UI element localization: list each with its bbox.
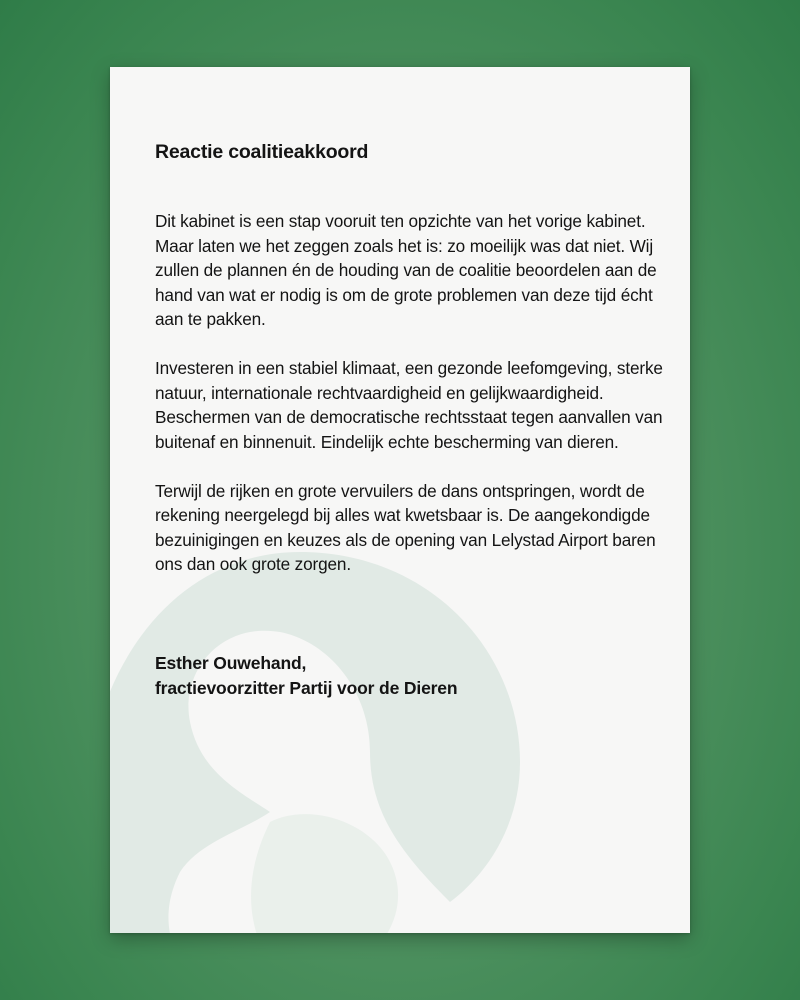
statement-card	[110, 67, 690, 933]
paragraph-1: Dit kabinet is een stap vooruit ten opzichte van het vorige kabinet. Maar laten we het zeggen zoals het is: zo moeilijk was dat niet. Wij zullen de plannen én de houding van de coalitie beoordelen aan de hand van wat er nodig is om de grote problemen van deze tijd écht aan te pakken.	[155, 211, 657, 329]
signature	[155, 651, 665, 701]
document-title: Reactie coalitieakkoord	[155, 141, 369, 163]
statement-content	[155, 139, 665, 701]
paragraph-2: Investeren in een stabiel klimaat, een gezonde leefomgeving, sterke natuur, internationale rechtvaardigheid en gelijkwaardigheid. Beschermen van de democratische rechtsstaat tegen aanvallen van buitenaf en binnenuit. Eindelijk echte bescherming van dieren.	[155, 358, 663, 452]
paragraph-3: Terwijl de rijken en grote vervuilers de dans ontspringen, wordt de rekening neergelegd bij alles wat kwetsbaar is. De aangekondigde bezuinigingen en keuzes als de opening van Lelystad Airport baren ons dan ook grote zorgen.	[155, 480, 656, 574]
signature-name: Esther Ouwehand,	[155, 652, 307, 673]
signature-role: fractievoorzitter Partij voor de Dieren	[155, 677, 458, 698]
